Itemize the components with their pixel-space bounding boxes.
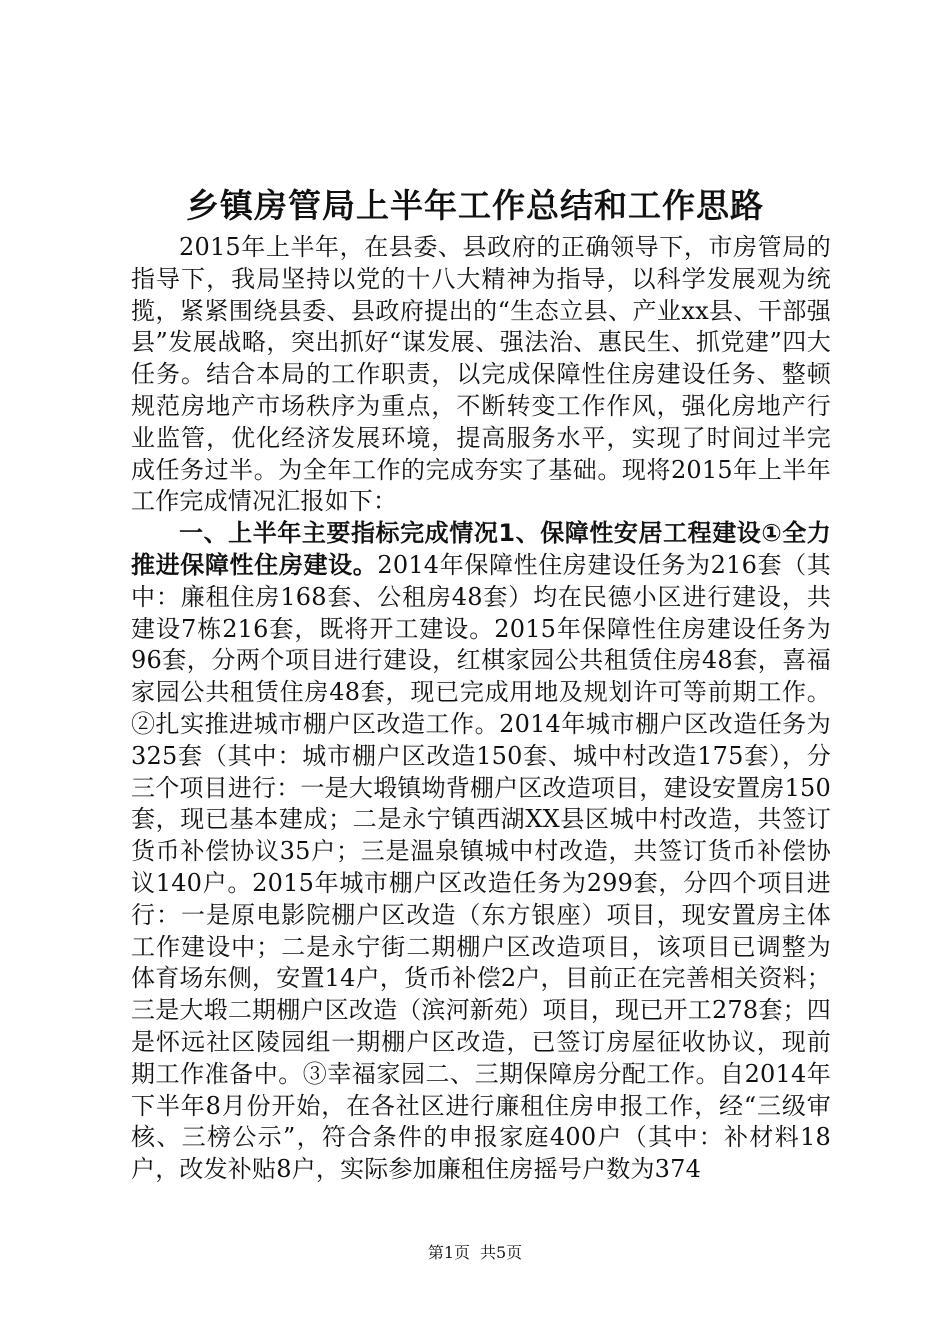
document-body: [131, 232, 831, 1186]
section-body: 2014年保障性住房建设任务为216套（其中：廉租住房168套、公租房48套）均在民德小区进行建设，共建设7栋216套，既将开工建设。2015年保障性住房建设任务为96套，分两个项目进行建设，红棋家园公共租赁住房48套，喜福家园公共租赁住房48套，现已完成用地及规划许可等前期工作。②扎实推进城市棚户区改造工作。2014年城市棚户区改造任务为325套（其中：城市棚户区改造150套、城中村改造175套），分三个项目进行：一是大塅镇坳背棚户区改造项目，建设安置房150套，现已基本建成；二是永宁镇西湖XX县区城中村改造，共签订货币补偿协议35户；三是温泉镇城中村改造，共签订货币补偿协议140户。2015年城市棚户区改造任务为299套，分四个项目进行：一是原电影院棚户区改造（东方银座）项目，现安置房主体工作建设中；二是永宁街二期棚户区改造项目，该项目已调整为体育场东侧，安置14户，货币补偿2户，目前正在完善相关资料；三是大塅二期棚户区改造（滨河新苑）项目，现已开工278套；四是怀远社区陵园组一期棚户区改造，已签订房屋征收协议，现前期工作准备中。③幸福家园二、三期保障房分配工作。自2014年下半年8月份开始，在各社区进行廉租住房申报工作，经“三级审核、三榜公示”，符合条件的申报家庭400户（其中：补材料18户，改发补贴8户，实际参加廉租住房摇号户数为374: [131, 550, 832, 1184]
page-title: 乡镇房管局上半年工作总结和工作思路: [186, 186, 764, 225]
page-footer: [0, 1243, 950, 1263]
page-number: 第1页: [427, 1243, 470, 1262]
intro-paragraph: 2015年上半年，在县委、县政府的正确领导下，市房管局的指导下，我局坚持以党的十八大精神为指导，以科学发展观为统揽，紧紧围绕县委、县政府提出的“生态立县、产业xx县、干部强县”发展战略，突出抓好“谋发展、强法治、惠民生、抓党建”四大任务。结合本局的工作职责，以完成保障性住房建设任务、整顿规范房地产市场秩序为重点，不断转变工作作风，强化房地产行业监管，优化经济发展环境，提高服务水平，实现了时间过半完成任务过半。为全年工作的完成夯实了基础。现将2015年上半年工作完成情况汇报如下：: [131, 233, 831, 516]
section-paragraph: [131, 518, 831, 1186]
page-total: 共5页: [480, 1243, 523, 1262]
section-heading: 一、上半年主要指标完成情况1、保障性安居工程建设①全力推进保障性住房建设。: [131, 519, 831, 579]
